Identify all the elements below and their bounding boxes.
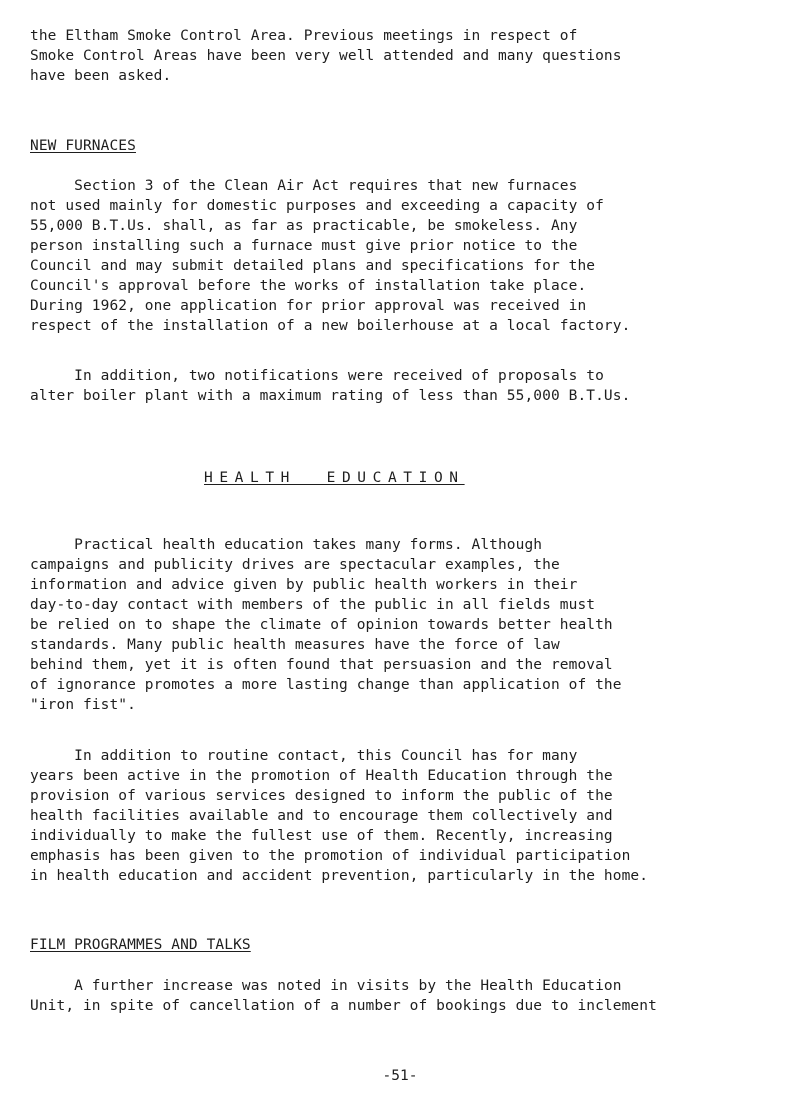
- section-heading-new-furnaces: NEW FURNACES: [30, 138, 136, 154]
- page-number: -51-: [382, 1068, 418, 1084]
- paragraph-line: be relied on to shape the climate of opinion towards better health: [30, 617, 613, 633]
- paragraph-line: information and advice given by public health workers in their: [30, 577, 578, 593]
- paragraph-line: A further increase was noted in visits by the Health Education: [30, 978, 622, 994]
- paragraph-line: "iron fist".: [30, 697, 136, 713]
- paragraph-line: 55,000 B.T.Us. shall, as far as practicable, be smokeless. Any: [30, 218, 578, 234]
- paragraph-line: day-to-day contact with members of the public in all fields must: [30, 597, 596, 613]
- paragraph-line: health facilities available and to encourage them collectively and: [30, 808, 613, 824]
- paragraph-line: provision of various services designed to inform the public of the: [30, 788, 613, 804]
- paragraph-line: standards. Many public health measures have the force of law: [30, 637, 560, 653]
- paragraph-line: During 1962, one application for prior approval was received in: [30, 298, 587, 314]
- intro-line-3: have been asked.: [30, 68, 172, 84]
- paragraph-line: emphasis has been given to the promotion of individual participation: [30, 848, 631, 864]
- paragraph-line: behind them, yet it is often found that persuasion and the removal: [30, 657, 613, 673]
- paragraph-line: in health education and accident prevention, particularly in the home.: [30, 868, 649, 884]
- intro-line-1: the Eltham Smoke Control Area. Previous meetings in respect of: [30, 28, 578, 44]
- paragraph-line: years been active in the promotion of Health Education through the: [30, 768, 613, 784]
- paragraph-line: individually to make the fullest use of them. Recently, increasing: [30, 828, 613, 844]
- paragraph-line: In addition to routine contact, this Council has for many: [30, 748, 578, 764]
- paragraph-line: Section 3 of the Clean Air Act requires that new furnaces: [30, 178, 578, 194]
- intro-line-2: Smoke Control Areas have been very well attended and many questions: [30, 48, 622, 64]
- section-heading-health-education: HEALTH EDUCATION: [204, 470, 465, 486]
- paragraph-line: not used mainly for domestic purposes and exceeding a capacity of: [30, 198, 604, 214]
- paragraph-line: campaigns and publicity drives are spectacular examples, the: [30, 557, 560, 573]
- paragraph-line: of ignorance promotes a more lasting change than application of the: [30, 677, 622, 693]
- paragraph-line: respect of the installation of a new boilerhouse at a local factory.: [30, 318, 631, 334]
- paragraph-line: In addition, two notifications were received of proposals to: [30, 368, 604, 384]
- paragraph-line: Practical health education takes many forms. Although: [30, 537, 543, 553]
- paragraph-line: Council and may submit detailed plans and specifications for the: [30, 258, 596, 274]
- paragraph-line: person installing such a furnace must give prior notice to the: [30, 238, 578, 254]
- paragraph-line: alter boiler plant with a maximum rating of less than 55,000 B.T.Us.: [30, 388, 631, 404]
- paragraph-line: Unit, in spite of cancellation of a number of bookings due to inclement: [30, 998, 657, 1014]
- section-heading-film-programmes: FILM PROGRAMMES AND TALKS: [30, 937, 251, 953]
- paragraph-line: Council's approval before the works of installation take place.: [30, 278, 587, 294]
